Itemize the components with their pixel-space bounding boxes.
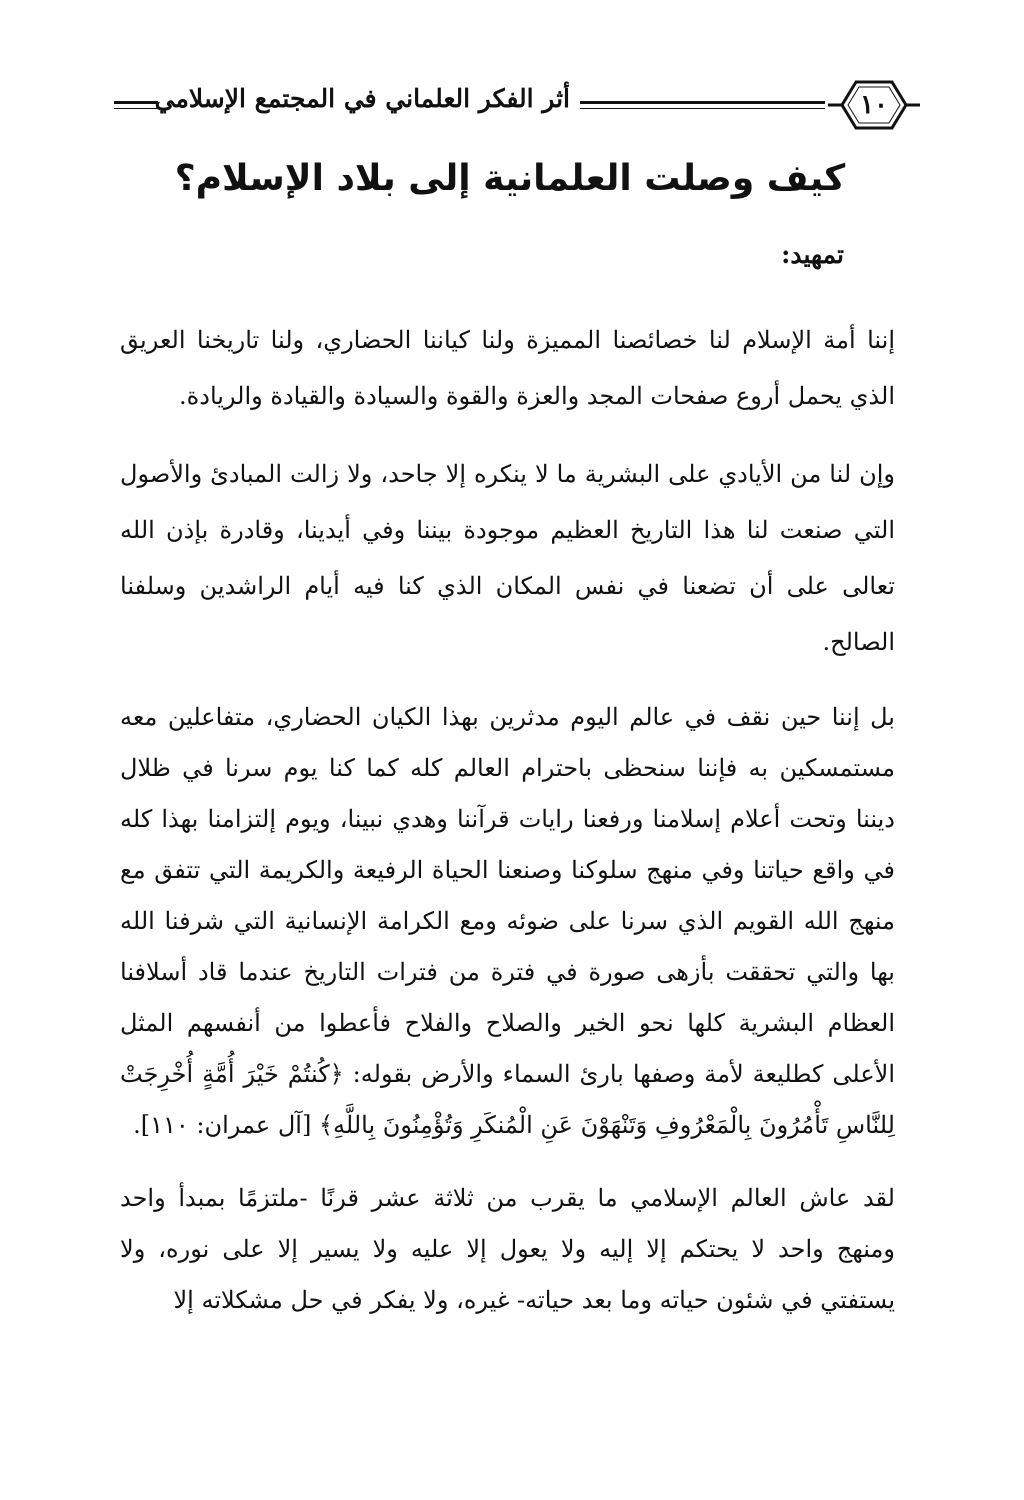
body-text: [120, 312, 895, 1348]
chapter-title: كيف وصلت العلمانية إلى بلاد الإسلام؟: [174, 158, 846, 199]
paragraph: لقد عاش العالم الإسلامي ما يقرب من ثلاثة عشر قرنًا -ملتزمًا بمبدأ واحد ومنهج واحد لا يحتكم إلا إليه ولا يعول إلا عليه ولا يسير إلا على نوره، ولا يستفتي في شئون حياته وما بعد حياته- غيره، ولا يفكر في حل مشكلاته إلا: [120, 1184, 895, 1314]
header-rule-short: [114, 101, 158, 109]
page-number-frame: [828, 76, 920, 134]
header-rule: [580, 101, 825, 109]
section-label: تمهيد:: [781, 240, 844, 269]
page-number: ١٠: [860, 90, 888, 120]
verse-citation: [آل عمران: ١١٠].: [133, 1111, 319, 1139]
paragraph: إننا أمة الإسلام لنا خصائصنا المميزة ولنا كياننا الحضاري، ولنا تاريخنا العريق الذي يحمل أروع صفحات المجد والعزة والقوة والسيادة والقيادة والريادة.: [120, 326, 895, 410]
running-header: [100, 72, 920, 144]
running-title: أثر الفكر العلماني في المجتمع الإسلامي: [154, 84, 570, 113]
paragraph-text: بل إننا حين نقف في عالم اليوم مدثرين بهذا الكيان الحضاري، متفاعلين معه مستمسكين به فإننا سنحظى باحترام العالم كله كما كنا يوم سرنا في ظلال ديننا وتحت أعلام إسلامنا ورفعنا رايات قرآننا وهدي نبينا، ويوم إلتزامنا بهذا كله في واقع حياتنا وفي منهج سلوكنا وصنعنا الحياة الرفيعة والكريمة التي تتفق مع منهج الله القويم الذي سرنا على ضوئه ومع الكرامة الإنسانية التي شرفنا الله بها والتي تحققت بأزهى صورة في فترة من فترات التاريخ عندما قاد أسلافنا العظام البشرية كلها نحو الخير والصلاح والفلاح فأعطوا من أنفسهم المثل الأعلى كطليعة لأمة وصفها بارئ السماء والأرض بقوله:: [120, 703, 895, 1088]
paragraph: وإن لنا من الأيادي على البشرية ما لا ينكره إلا جاحد، ولا زالت المبادئ والأصول التي صنعت لنا هذا التاريخ العظيم موجودة بيننا وفي أيدينا، وقادرة بإذن الله تعالى على أن تضعنا في نفس المكان الذي كنا فيه أيام الراشدين وسلفنا الصالح.: [120, 460, 895, 656]
paragraph: [120, 692, 895, 1151]
quran-verse: ﴿كُنتُمْ خَيْرَ أُمَّةٍ أُخْرِجَتْ لِلنَّاسِ تَأْمُرُونَ بِالْمَعْرُوفِ وَتَنْهَوْنَ عَنِ الْمُنكَرِ وَتُؤْمِنُونَ بِاللَّهِ﴾: [120, 1060, 895, 1139]
